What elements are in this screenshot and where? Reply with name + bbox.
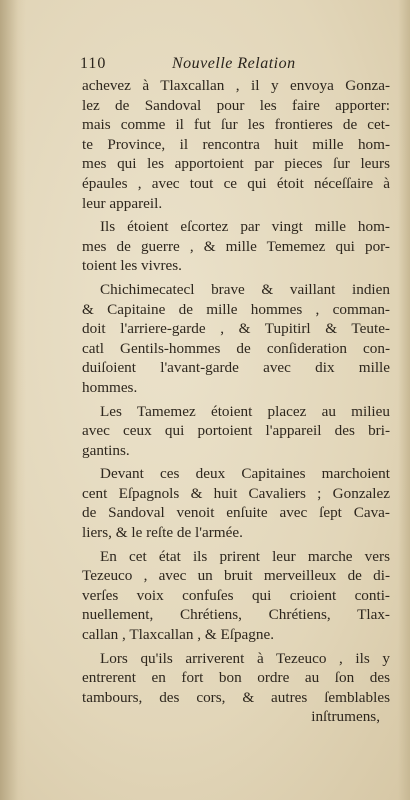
text-line: leur appareil. bbox=[82, 194, 163, 212]
text-line: mes de guerre , & mille Tememez qui por- bbox=[82, 237, 390, 255]
text-line: tambours, des cors, & autres ſemblables bbox=[82, 688, 390, 706]
catchword: inſtrumens, bbox=[311, 708, 380, 726]
text-line: Chichimecatecl brave & vaillant indien bbox=[100, 280, 390, 298]
text-line: doit l'arriere-garde , & Tupitirl & Teute- bbox=[82, 320, 390, 338]
text-line: avec ceux qui portoient l'appareil des bri- bbox=[82, 422, 390, 440]
paragraph bbox=[82, 547, 390, 645]
paragraph bbox=[82, 76, 390, 213]
text-line: En cet état ils prirent leur marche vers bbox=[100, 547, 390, 565]
text-line: Lors qu'ils arriverent à Tezeuco , ils y bbox=[100, 649, 390, 667]
text-line: callan , Tlaxcallan , & Eſpagne. bbox=[82, 626, 275, 644]
text-line: catl Gentils-hommes de conſideration con- bbox=[82, 339, 390, 357]
text-line: & Capitaine de mille hommes , comman- bbox=[82, 300, 390, 318]
text-line: hommes. bbox=[82, 378, 138, 396]
text-line: de Sandoval venoit enſuite avec ſept Cava- bbox=[82, 504, 390, 522]
gutter-shadow bbox=[0, 0, 26, 800]
text-line: entrerent en fort bon ordre au ſon des bbox=[82, 669, 390, 687]
text-line: épaules , avec tout ce qui étoit néceſſaire à bbox=[82, 174, 390, 192]
paragraph bbox=[82, 649, 390, 708]
text-line: liers, & le reſte de l'armée. bbox=[82, 524, 243, 542]
page-number: 110 bbox=[80, 55, 107, 72]
paragraph bbox=[82, 464, 390, 542]
text-line: lez de Sandoval pour les faire apporter: bbox=[82, 96, 390, 114]
text-line: Devant ces deux Capitaines marchoient bbox=[100, 465, 390, 483]
text-line: cent Eſpagnols & huit Cavaliers ; Gonzalez bbox=[82, 484, 390, 502]
text-line: toient les vivres. bbox=[82, 257, 182, 275]
paragraph bbox=[82, 217, 390, 276]
text-line: duiſoient l'avant-garde avec dix mille bbox=[82, 359, 390, 377]
paragraph bbox=[82, 280, 390, 398]
text-line: gantins. bbox=[82, 441, 130, 459]
text-line: Les Tamemez étoient placez au milieu bbox=[100, 402, 390, 420]
paragraph bbox=[82, 402, 390, 461]
text-line: Ils étoient eſcortez par vingt mille hom- bbox=[100, 218, 390, 236]
text-line: Tezeuco , avec un bruit merveilleux de di- bbox=[82, 567, 390, 585]
text-line: te Province, il rencontra huit mille hom- bbox=[82, 135, 390, 153]
running-title: Nouvelle Relation bbox=[172, 55, 296, 72]
text-line: verſes voix confuſes qui crioient conti- bbox=[82, 586, 390, 604]
body-text bbox=[82, 76, 390, 727]
text-line: mais comme il fut ſur les frontieres de cet- bbox=[82, 116, 390, 134]
text-line: achevez à Tlaxcallan , il y envoya Gonza- bbox=[82, 77, 390, 94]
running-head bbox=[80, 55, 385, 77]
text-line: mes qui les apportoient par pieces ſur leurs bbox=[82, 155, 390, 173]
text-line: nuellement, Chrétiens, Chrétiens, Tlax- bbox=[82, 606, 390, 624]
page-edge bbox=[398, 0, 410, 800]
